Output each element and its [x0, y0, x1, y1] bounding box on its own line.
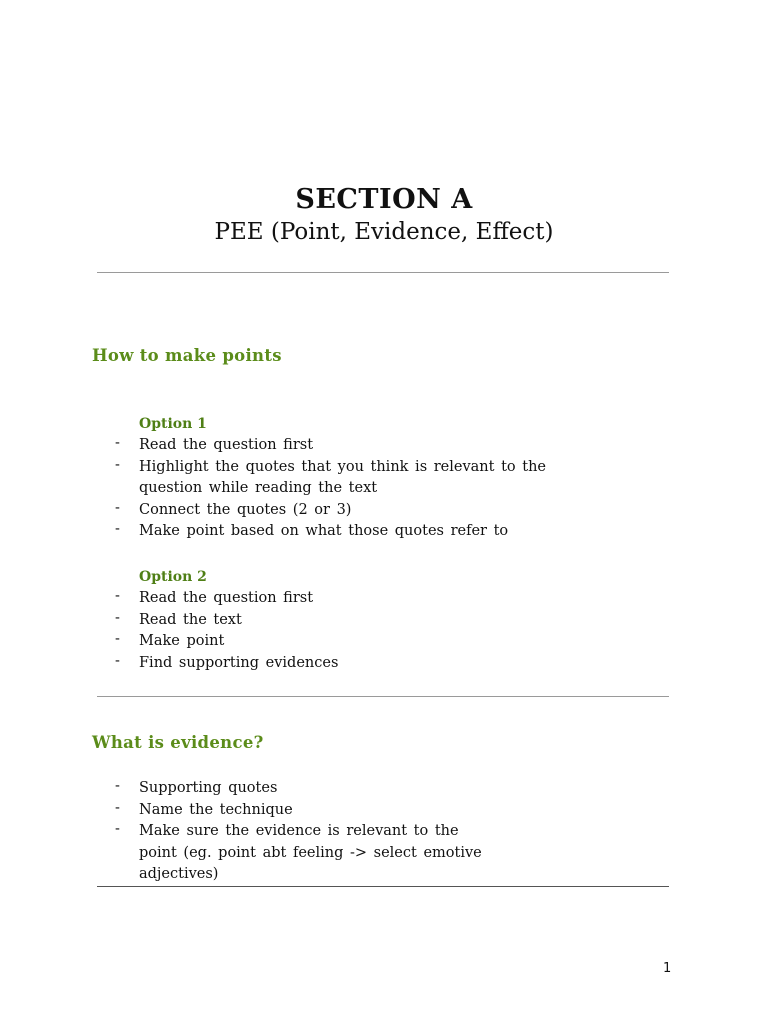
bullet-dash: -	[115, 588, 120, 604]
list-item	[112, 821, 502, 886]
list-item	[112, 778, 502, 800]
list-item-text: Connect the quotes (2 or 3)	[139, 501, 352, 518]
list-item-text: Find supporting evidences	[139, 654, 339, 671]
option-2-list	[112, 588, 582, 674]
option-1-list	[112, 435, 582, 543]
divider-middle	[97, 696, 669, 697]
page-number: 1	[663, 961, 672, 976]
list-item	[112, 500, 582, 522]
bullet-dash: -	[115, 652, 120, 669]
list-item-text: Supporting quotes	[139, 780, 278, 796]
section-subtitle: PEE (Point, Evidence, Effect)	[214, 219, 554, 245]
list-item-text: Make point based on what those quotes refer to	[139, 523, 509, 539]
list-item-text: Read the text	[139, 611, 242, 628]
bullet-dash: -	[115, 631, 120, 647]
divider-bottom	[97, 886, 669, 887]
heading-how-to-make-points: How to make points	[92, 346, 282, 365]
option-1-label: Option 1	[139, 416, 207, 432]
list-item	[112, 588, 582, 610]
list-item	[112, 653, 582, 675]
list-item-text: Read the question first	[139, 590, 314, 606]
bullet-dash: -	[115, 821, 120, 837]
list-item	[112, 521, 582, 543]
bullet-dash: -	[115, 499, 120, 516]
section-title: SECTION A	[295, 184, 473, 215]
bullet-dash: -	[115, 521, 120, 537]
bullet-dash: -	[115, 778, 120, 794]
list-item	[112, 457, 582, 500]
bullet-dash: -	[115, 799, 120, 816]
list-item	[112, 631, 582, 653]
list-item-text: Highlight the quotes that you think is relevant to the question while reading the text	[139, 458, 546, 496]
list-item	[112, 800, 502, 822]
list-item-text: Make sure the evidence is relevant to the point (eg. point abt feeling -> select emotive adjectives)	[139, 823, 482, 882]
list-item	[112, 610, 582, 632]
divider-top	[97, 272, 669, 273]
bullet-dash: -	[115, 435, 120, 451]
option-2-label: Option 2	[139, 569, 207, 585]
bullet-dash: -	[115, 609, 120, 626]
bullet-dash: -	[115, 456, 120, 473]
list-item	[112, 435, 582, 457]
list-item-text: Make point	[139, 633, 225, 649]
evidence-list	[112, 778, 502, 886]
list-item-text: Read the question first	[139, 437, 314, 453]
list-item-text: Name the technique	[139, 801, 293, 818]
heading-what-is-evidence: What is evidence?	[92, 733, 264, 752]
